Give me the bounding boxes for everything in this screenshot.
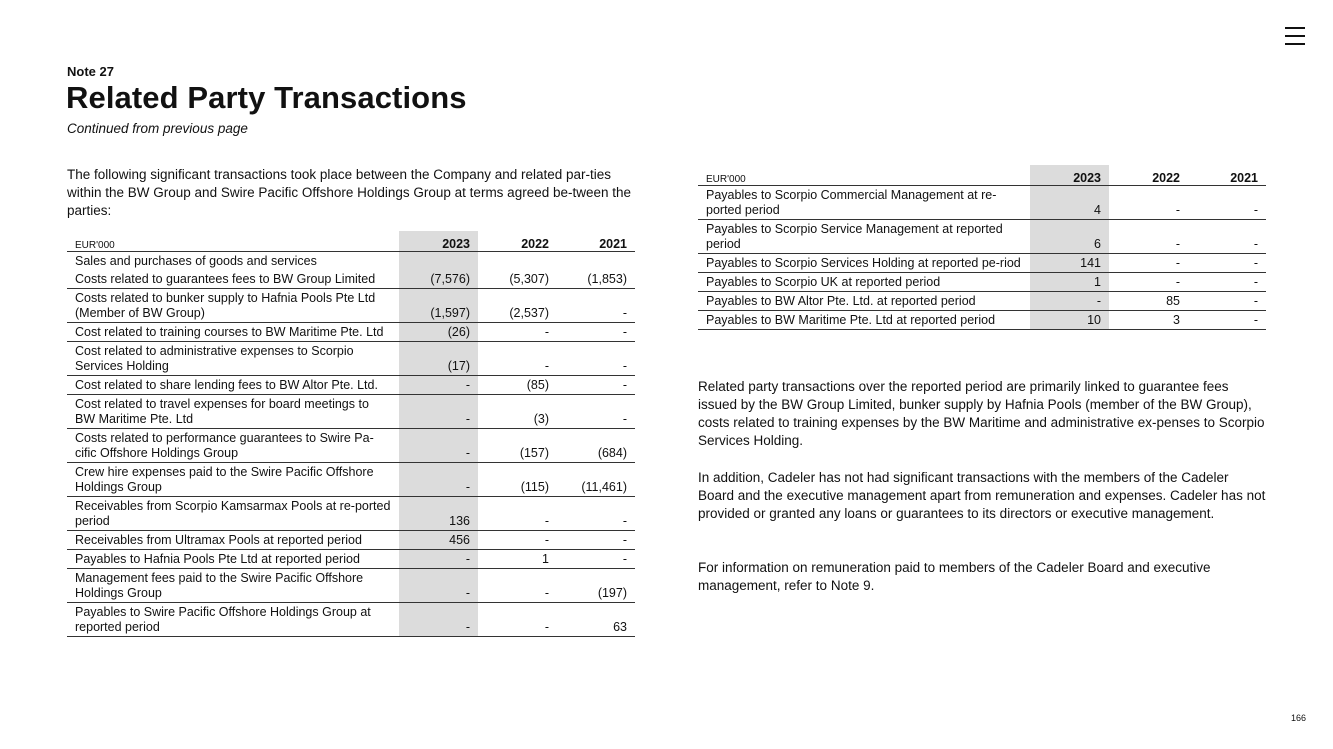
related-party-transactions-table <box>67 231 635 637</box>
value-2022: (3) <box>478 395 557 429</box>
value-2022: (115) <box>478 463 557 497</box>
value-2021: - <box>557 323 635 342</box>
value-2021: (197) <box>557 569 635 603</box>
value-2021: - <box>557 531 635 550</box>
table-row <box>698 292 1266 311</box>
row-label: Management fees paid to the Swire Pacific Offshore Holdings Group <box>67 569 399 603</box>
year-header-2022: 2022 <box>478 231 557 252</box>
page-subtitle: Continued from previous page <box>67 121 248 136</box>
page-number: 166 <box>1291 713 1307 723</box>
value-2023: (7,576) <box>399 270 478 289</box>
related-party-payables-table <box>698 165 1266 330</box>
value-2023: (26) <box>399 323 478 342</box>
value-2023: - <box>399 569 478 603</box>
value-2021: - <box>1188 311 1266 330</box>
summary-paragraph: Related party transactions over the reported period are primarily linked to guarantee fees issued by the BW Group Limited, bunker supply by Hafnia Pools (member of the BW Group), costs related to training expenses by the BW Maritime and administrative ex-penses to Scorpio Services Holding. <box>698 379 1265 448</box>
value-2021: 63 <box>557 603 635 637</box>
value-2021: - <box>557 497 635 531</box>
table-row <box>67 569 635 603</box>
value-2021: - <box>557 342 635 376</box>
value-2021: - <box>1188 273 1266 292</box>
section-row <box>67 252 635 271</box>
value-2022: - <box>1109 220 1188 254</box>
table-row <box>67 531 635 550</box>
value-2023: 1 <box>1030 273 1109 292</box>
year-header-2021: 2021 <box>1188 165 1266 186</box>
table-row <box>698 311 1266 330</box>
value-2022: - <box>478 569 557 603</box>
value-2023: - <box>399 463 478 497</box>
value-2023: 141 <box>1030 254 1109 273</box>
row-label: Payables to Scorpio Service Management at reported period <box>698 220 1030 254</box>
value-2021: - <box>1188 254 1266 273</box>
row-label: Payables to BW Altor Pte. Ltd. at reported period <box>698 292 1030 311</box>
value-2022: - <box>478 342 557 376</box>
value-2023: - <box>399 376 478 395</box>
note-label: Note 27 <box>67 64 114 79</box>
table-row <box>67 376 635 395</box>
table-row <box>67 550 635 569</box>
value-2021: - <box>557 550 635 569</box>
value-2022: (85) <box>478 376 557 395</box>
value-2023: 4 <box>1030 186 1109 220</box>
table-row <box>67 323 635 342</box>
year-header-2023: 2023 <box>399 231 478 252</box>
row-label: Cost related to administrative expenses to Scorpio Services Holding <box>67 342 399 376</box>
value-2023: 6 <box>1030 220 1109 254</box>
value-2023: - <box>399 550 478 569</box>
value-2021: - <box>557 289 635 323</box>
menu-line <box>1285 27 1305 29</box>
value-2022: - <box>1109 273 1188 292</box>
row-label: Costs related to performance guarantees to Swire Pa-cific Offshore Holdings Group <box>67 429 399 463</box>
year-header-2023: 2023 <box>1030 165 1109 186</box>
row-label: Payables to Swire Pacific Offshore Holdings Group at reported period <box>67 603 399 637</box>
table-row <box>698 254 1266 273</box>
value-2023: 10 <box>1030 311 1109 330</box>
value-2021: - <box>1188 186 1266 220</box>
value-2021: (1,853) <box>557 270 635 289</box>
row-label: Cost related to share lending fees to BW Altor Pte. Ltd. <box>67 376 399 395</box>
row-label: Crew hire expenses paid to the Swire Pacific Offshore Holdings Group <box>67 463 399 497</box>
value-2023: - <box>399 395 478 429</box>
value-2021: - <box>557 376 635 395</box>
menu-line <box>1285 35 1305 37</box>
menu-line <box>1285 43 1305 45</box>
value-2021: (11,461) <box>557 463 635 497</box>
table-row <box>67 395 635 429</box>
disclosure-paragraph: In addition, Cadeler has not had significant transactions with the members of the Cadeler Board and the executive management apart from remuneration and expenses. Cadeler has not provided or granted any loans or guarantees to its directors or executive management. <box>698 470 1266 521</box>
year-header-2021: 2021 <box>557 231 635 252</box>
value-2022: - <box>478 497 557 531</box>
value-2023: (17) <box>399 342 478 376</box>
row-label: Payables to Hafnia Pools Pte Ltd at reported period <box>67 550 399 569</box>
intro-paragraph: The following significant transactions took place between the Company and related par-ties within the BW Group and Swire Pacific Offshore Holdings Group at terms agreed be-tween the parties: <box>67 167 632 218</box>
table-row <box>67 342 635 376</box>
value-2022: - <box>478 323 557 342</box>
row-label: Payables to BW Maritime Pte. Ltd at reported period <box>698 311 1030 330</box>
reference-paragraph: For information on remuneration paid to members of the Cadeler Board and executive management, refer to Note 9. <box>698 560 1211 593</box>
value-2023: (1,597) <box>399 289 478 323</box>
value-2022 <box>478 252 557 271</box>
row-label: Sales and purchases of goods and services <box>75 254 317 268</box>
year-header-2022: 2022 <box>1109 165 1188 186</box>
row-label: Payables to Scorpio UK at reported period <box>698 273 1030 292</box>
value-2023: - <box>399 429 478 463</box>
row-label: Cost related to travel expenses for board meetings to BW Maritime Pte. Ltd <box>67 395 399 429</box>
value-2022: (2,537) <box>478 289 557 323</box>
value-2021: - <box>1188 220 1266 254</box>
table-row <box>67 270 635 289</box>
table-row <box>67 603 635 637</box>
page-title: Related Party Transactions <box>66 80 467 115</box>
value-2023: 136 <box>399 497 478 531</box>
value-2022: 85 <box>1109 292 1188 311</box>
value-2022: (5,307) <box>478 270 557 289</box>
value-2022: 1 <box>478 550 557 569</box>
table-row <box>67 497 635 531</box>
table-row <box>698 273 1266 292</box>
table-row <box>698 186 1266 220</box>
row-label: Payables to Scorpio Commercial Management at re-ported period <box>698 186 1030 220</box>
value-2023: - <box>1030 292 1109 311</box>
value-2021: - <box>557 395 635 429</box>
value-2023: 456 <box>399 531 478 550</box>
table-row <box>698 220 1266 254</box>
value-2022: - <box>478 531 557 550</box>
value-2021 <box>557 252 635 271</box>
row-label: Receivables from Ultramax Pools at reported period <box>67 531 399 550</box>
value-2022: - <box>1109 254 1188 273</box>
value-2023 <box>399 252 478 271</box>
row-label: Cost related to training courses to BW Maritime Pte. Ltd <box>67 323 399 342</box>
hamburger-menu-icon[interactable] <box>1285 27 1305 45</box>
row-label: Costs related to guarantees fees to BW Group Limited <box>67 270 399 289</box>
row-label: Payables to Scorpio Services Holding at reported pe-riod <box>698 254 1030 273</box>
value-2022: 3 <box>1109 311 1188 330</box>
value-2022: (157) <box>478 429 557 463</box>
value-2022: - <box>478 603 557 637</box>
row-label: Receivables from Scorpio Kamsarmax Pools at re-ported period <box>67 497 399 531</box>
unit-header: EUR'000 <box>67 231 399 252</box>
unit-header: EUR'000 <box>698 165 1030 186</box>
value-2022: - <box>1109 186 1188 220</box>
row-label: Costs related to bunker supply to Hafnia Pools Pte Ltd (Member of BW Group) <box>67 289 399 323</box>
value-2021: (684) <box>557 429 635 463</box>
table-row <box>67 289 635 323</box>
value-2021: - <box>1188 292 1266 311</box>
value-2023: - <box>399 603 478 637</box>
table-row <box>67 429 635 463</box>
table-row <box>67 463 635 497</box>
